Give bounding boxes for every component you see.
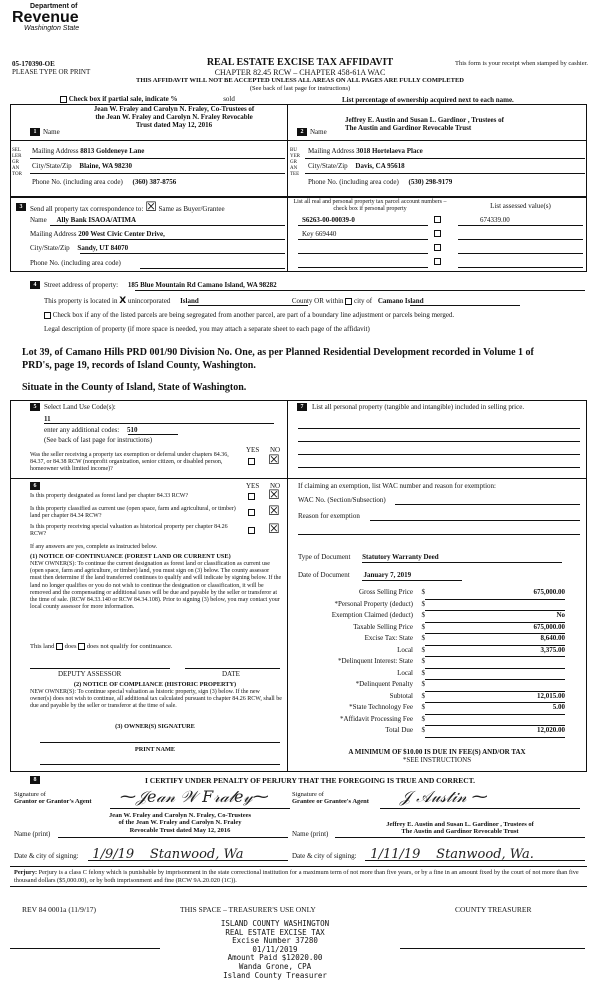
land-use-see-back: (See back of last page for instructions)	[44, 436, 153, 444]
tax-row: *Delinquent Interest: State $	[298, 657, 583, 669]
property-county[interactable]: Island	[180, 297, 199, 305]
grantor-city[interactable]: Stanwood, Wa	[149, 847, 244, 862]
does-checkbox[interactable]	[56, 643, 63, 650]
doc-date-row: Date of Document January 7, 2019	[298, 571, 412, 579]
seller-mailing[interactable]: 8813 Goldeneye Lane	[80, 147, 145, 155]
s6-yes: YES	[246, 482, 260, 490]
corr-mailing[interactable]: 200 West Civic Center Drive,	[78, 230, 165, 238]
deputy-assessor-label: DEPUTY ASSESSOR	[58, 670, 122, 678]
receipt-note: This form is your receipt when stamped by cashier.	[455, 60, 589, 67]
owner-signature-label: (3) OWNER(S) SIGNATURE	[115, 723, 195, 730]
personal-prop-checkbox-2[interactable]	[434, 230, 441, 237]
assessed-header: List assessed value(s)	[490, 202, 551, 210]
corr-name[interactable]: Ally Bank ISAOA/ATIMA	[56, 216, 137, 224]
additional-codes-row: enter any additional codes: 510	[44, 426, 138, 434]
corr-mailing-row: Mailing Address 200 West Civic Center Drive,	[30, 230, 165, 238]
located-row: This property is located in X unincorporated Island County OR within city of Camano Island	[44, 296, 424, 306]
tax-row: Subtotal $ 12,015.00	[298, 692, 583, 704]
tax-row: Total Due $ 12,020.00	[298, 726, 583, 738]
corr-name-row: Name Ally Bank ISAOA/ATIMA	[30, 216, 137, 224]
legal-description[interactable]: Lot 39, of Camano Hills PRD 001/90 Division No. One, as per Planned Residential Development recorded in Volume 1 of PRD's, page 19, records of Island County, Washington.	[22, 347, 534, 371]
seller-side-label: SELLER GRANTOR	[12, 148, 22, 177]
personal-prop-checkbox-3[interactable]	[434, 244, 441, 251]
grantor-signature[interactable]: ⁓𝒥𝑒𝒶𝓃 𝒲 𝐹𝓇𝒶𝓁𝑒𝓎⁓	[120, 787, 269, 806]
section-3-number: 3	[16, 203, 26, 211]
s6-q2: Is this property classified as current use (open space, farm and agricultural, or timber) land per chapter 84.34 RCW?	[30, 506, 236, 519]
tax-row: Exemption Claimed (deduct) $ No	[298, 611, 583, 623]
type-print: PLEASE TYPE OR PRINT	[12, 68, 91, 76]
seller-name[interactable]: Jean W. Fraley and Carolyn N. Fraley, Co-Trustees of the Jean W. Fraley and Carolyn N. Fraley Revocable Trust dated May 12, 2016	[93, 105, 255, 130]
exemption-label: If claiming an exemption, list WAC number and reason for exemption:	[298, 482, 496, 490]
buyer-name-label: Name	[310, 128, 327, 136]
form-chapter: CHAPTER 82.45 RCW – CHAPTER 458-61A WAC	[214, 68, 386, 77]
minimum-fee-note: A MINIMUM OF $10.00 IS DUE IN FEE(S) AND/OR TAX	[348, 748, 526, 756]
partial-sale-row	[60, 95, 235, 103]
buyer-phone-row: Phone No. (including area code) (530) 298-9179	[308, 178, 453, 186]
rev-number: REV 84 0001a (11/9/17)	[22, 905, 96, 914]
tax-row: Local $	[298, 669, 583, 681]
section-6-number: 6	[30, 482, 40, 490]
logo-sub: Washington State	[24, 25, 80, 33]
grantor-print-name[interactable]: Jean W. Fraley and Carolyn N. Fraley, Co-Trustees of the Jean W. Fraley and Carolyn N. Fraley Revocable Trust dated May 12, 2016	[108, 812, 252, 834]
tax-row: *State Technology Fee $ 5.00	[298, 703, 583, 715]
certify-text: I CERTIFY UNDER PENALTY OF PERJURY THAT THE FOREGOING IS TRUE AND CORRECT.	[144, 776, 475, 785]
buyer-mailing[interactable]: 3018 Hortelaeva Place	[356, 147, 423, 155]
buyer-phone[interactable]: (530) 298-9179	[408, 178, 453, 186]
seller-name-label: Name	[43, 128, 60, 136]
assessed-1[interactable]: 674339.00	[480, 216, 510, 224]
property-city[interactable]: Camano Island	[377, 297, 424, 305]
seller-city-row: City/State/Zip Blaine, WA 98230	[32, 162, 132, 170]
section-1-number: 1	[30, 128, 40, 136]
s5-no: NO	[270, 446, 281, 454]
does-not-checkbox[interactable]	[78, 643, 85, 650]
tax-row: Taxable Selling Price $ 675,000.00	[298, 623, 583, 635]
buyer-city[interactable]: Davis, CA 95618	[355, 162, 405, 170]
grantor-sig-label: Signature of Grantor or Grantor's Agent	[14, 791, 92, 806]
logo-word: Revenue	[12, 9, 79, 27]
county-treasurer-label: COUNTY TREASURER	[455, 905, 532, 914]
partial-sale-label: Check box if partial sale, indicate %	[68, 95, 178, 103]
tax-row: Local $ 3,375.00	[298, 646, 583, 658]
form-title: REAL ESTATE EXCISE TAX AFFIDAVIT	[206, 57, 394, 68]
buyer-city-row: City/State/Zip Davis, CA 95618	[308, 162, 405, 170]
s6-q3: Is this property receiving special valuation as historical property per chapter 84.26 RCW?	[30, 524, 228, 537]
partial-sale-checkbox[interactable]	[60, 96, 67, 103]
grantee-signature[interactable]: 𝒥 𝒜𝓊𝓈𝓉𝒾𝓃 ⁓	[400, 787, 488, 806]
grantee-sig-label: Signature of Grantee or Grantee's Agent	[292, 791, 369, 806]
s5-no-checkbox[interactable]: ☒	[268, 453, 280, 468]
grantee-print-name[interactable]: Jeffrey E. Austin and Susan L. Gardinor , Trustees of The Austin and Gardinor Revocable Trust	[386, 821, 534, 836]
notice2-text: NEW OWNER(S): To continue special valuation as historic property, sign (3) below. If the new owner(s) does not wish to continue, all additional tax calculated pursuant to chapter 84.26 RCW, shall be due and payable by the seller or transferor at the time of sale.	[30, 689, 282, 710]
grantee-city[interactable]: Stanwood, Wa.	[436, 847, 534, 862]
grantee-date-row: Date & city of signing: 1/11/19 Stanwood, Wa.	[292, 847, 534, 862]
logo	[12, 3, 100, 53]
logo-dept: Department of	[30, 3, 78, 10]
doc-type-row: Type of Document Statutory Warranty Deed	[298, 553, 439, 561]
segregation-checkbox[interactable]	[44, 312, 51, 319]
buyer-side-label: BUYER GRANTEE	[290, 148, 300, 177]
seller-city[interactable]: Blaine, WA 98230	[79, 162, 132, 170]
grantor-name-label: Name (print)	[14, 830, 51, 838]
land-use-code[interactable]: 11	[44, 415, 51, 423]
tax-row: Gross Selling Price $ 675,000.00	[298, 588, 583, 600]
segregation-row: Check box if any of the listed parcels are being segregated from another parcel, are part of a boundary line adjustment or parcels being merged.	[44, 311, 589, 319]
reason-label: Reason for exemption	[298, 512, 360, 520]
land-use-label: Select Land Use Code(s):	[44, 403, 116, 411]
account-1[interactable]: S6263-00-00039-0	[302, 216, 355, 224]
s6-q1-yes[interactable]	[248, 493, 255, 500]
tax-table	[298, 588, 583, 738]
seller-mailing-row: Mailing Address 8813 Goldeneye Lane	[32, 147, 145, 155]
same-as-buyer-checkbox[interactable]: ☒	[145, 200, 157, 215]
treasurer-space: THIS SPACE – TREASURER'S USE ONLY	[180, 905, 316, 914]
see-instructions: *SEE INSTRUCTIONS	[402, 756, 472, 764]
s6-q2-no[interactable]: ☒	[268, 504, 280, 519]
notice2-title: (2) NOTICE OF COMPLIANCE (HISTORIC PROPERTY)	[73, 681, 237, 688]
s6-if-yes: If any answers are yes, complete as instructed below.	[30, 544, 158, 550]
personal-property-label: List all personal property (tangible and intangible) included in selling price.	[312, 403, 525, 411]
s6-q1: Is this property designated as forest land per chapter 84.33 RCW?	[30, 493, 189, 499]
tax-row: *Personal Property (deduct) $	[298, 600, 583, 612]
tax-row: Excise Tax: State $ 8,640.00	[298, 634, 583, 646]
seller-phone[interactable]: (360) 387-8756	[132, 178, 177, 186]
perjury-notice: Perjury: Perjury is a class C felony which is punishable by imprisonment in the state correctional institution for a maximum term of not more than five years, or by a fine in an amount fixed by the court of not more than five thousand dollars ($5,000.00), or by both imprisonment and fine (RCW 9A.20.020 (1C)).	[14, 869, 579, 884]
corr-city-row: City/State/Zip Sandy, UT 84070	[30, 244, 129, 252]
section-5-number: 5	[30, 403, 40, 411]
street-row: Street address of property: 185 Blue Mountain Rd Camano Island, WA 98282	[44, 281, 277, 289]
corr-city[interactable]: Sandy, UT 84070	[77, 244, 129, 252]
s5-yes: YES	[246, 446, 260, 454]
print-name-label: PRINT NAME	[134, 746, 176, 753]
form-warning: THIS AFFIDAVIT WILL NOT BE ACCEPTED UNLESS ALL AREAS ON ALL PAGES ARE FULLY COMPLETED	[136, 77, 464, 84]
seller-phone-row: Phone No. (including area code) (360) 387-8756	[32, 178, 177, 186]
section-2-number: 2	[297, 128, 307, 136]
tax-row: *Affidavit Processing Fee $	[298, 715, 583, 727]
doc-date[interactable]: January 7, 2019	[363, 571, 412, 579]
s5-question: Was the seller receiving a property tax exemption or deferral under chapters 84.36, 84.37, or 84.38 RCW (nonprofit organization, senior citizen, or disabled person, homeowner with limited income)?	[30, 452, 229, 472]
personal-prop-checkbox-4[interactable]	[434, 258, 441, 265]
this-land-row: This land does does not qualify for continuance.	[30, 643, 173, 650]
grantor-date[interactable]: 1/9/19	[92, 847, 135, 862]
notice1-text: NEW OWNER(S): To continue the current designation as forest land or classification as current use (open space, farm and agriculture, or timber) land, you must sign on (3) below. The county assessor must then determine if the land transferred continues to qualify and will indicate by signing below. If the land no longer qualifies or you do not wish to continue the designation or classification, it will be removed and the compensating or additional taxes will be due and payable by the seller or transferor at the time of sale. (RCW 84.33.140 or RCW 84.34.108). Prior to signing (3) below, you may contact your local county assessor for more information.	[30, 561, 282, 611]
tax-row: *Delinquent Penalty $	[298, 680, 583, 692]
treasurer-stamp: ISLAND COUNTY WASHINGTON REAL ESTATE EXCISE TAX Excise Number 37280 01/11/2019 Amount Paid $12020.00 Wanda Grone, CPA Island County Treasurer	[220, 919, 330, 980]
form-id: 05-170390-OE	[12, 60, 55, 68]
wac-label: WAC No. (Section/Subsection)	[298, 496, 386, 504]
pct-list-label: List percentage of ownership acquired next to each name.	[342, 96, 514, 104]
s6-q1-no[interactable]: ☒	[268, 488, 280, 503]
s5-yes-checkbox[interactable]	[248, 458, 255, 465]
accounts-header: List all real and personal property tax parcel account numbers – check box if personal property	[293, 199, 447, 212]
corr-phone-row: Phone No. (including area code)	[30, 259, 121, 267]
s6-q3-no[interactable]: ☒	[268, 522, 280, 537]
grantor-date-row: Date & city of signing: 1/9/19 Stanwood, Wa	[14, 847, 244, 862]
doc-type[interactable]: Statutory Warranty Deed	[362, 553, 439, 561]
s6-no: NO	[270, 482, 281, 490]
partial-sale-sold: sold	[223, 95, 235, 103]
situate-text[interactable]: Situate in the County of Island, State of Washington.	[22, 382, 247, 393]
personal-prop-checkbox-1[interactable]	[434, 216, 441, 223]
correspondence-label: Send all property tax correspondence to: ☒ Same as Buyer/Grantee	[30, 200, 225, 215]
form-see-back: (See back of last page for instructions)	[249, 85, 351, 92]
property-street[interactable]: 185 Blue Mountain Rd Camano Island, WA 98282	[127, 281, 277, 289]
city-checkbox[interactable]	[345, 298, 352, 305]
s6-q3-yes[interactable]	[248, 527, 255, 534]
grantee-name-label: Name (print)	[292, 830, 329, 838]
buyer-name[interactable]: Jeffrey E. Austin and Susan L. Gardinor , Trustees of The Austin and Gardinor Revocable Trust	[345, 116, 504, 133]
assessor-date-label: DATE	[222, 670, 240, 678]
grantee-date[interactable]: 1/11/19	[370, 847, 421, 862]
section-8-number: 8	[30, 776, 40, 784]
account-2[interactable]: Key 669440	[302, 230, 337, 238]
section-4-number: 4	[30, 281, 40, 289]
s6-q2-yes[interactable]	[248, 509, 255, 516]
additional-code[interactable]: 510	[126, 426, 138, 434]
section-7-number: 7	[297, 403, 307, 411]
notice1-title: (1) NOTICE OF CONTINUANCE (FOREST LAND OR CURRENT USE)	[30, 553, 231, 560]
legal-label: Legal description of property (if more space is needed, you may attach a separate sheet to each page of the affidavit)	[44, 325, 370, 333]
buyer-mailing-row: Mailing Address 3018 Hortelaeva Place	[308, 147, 423, 155]
